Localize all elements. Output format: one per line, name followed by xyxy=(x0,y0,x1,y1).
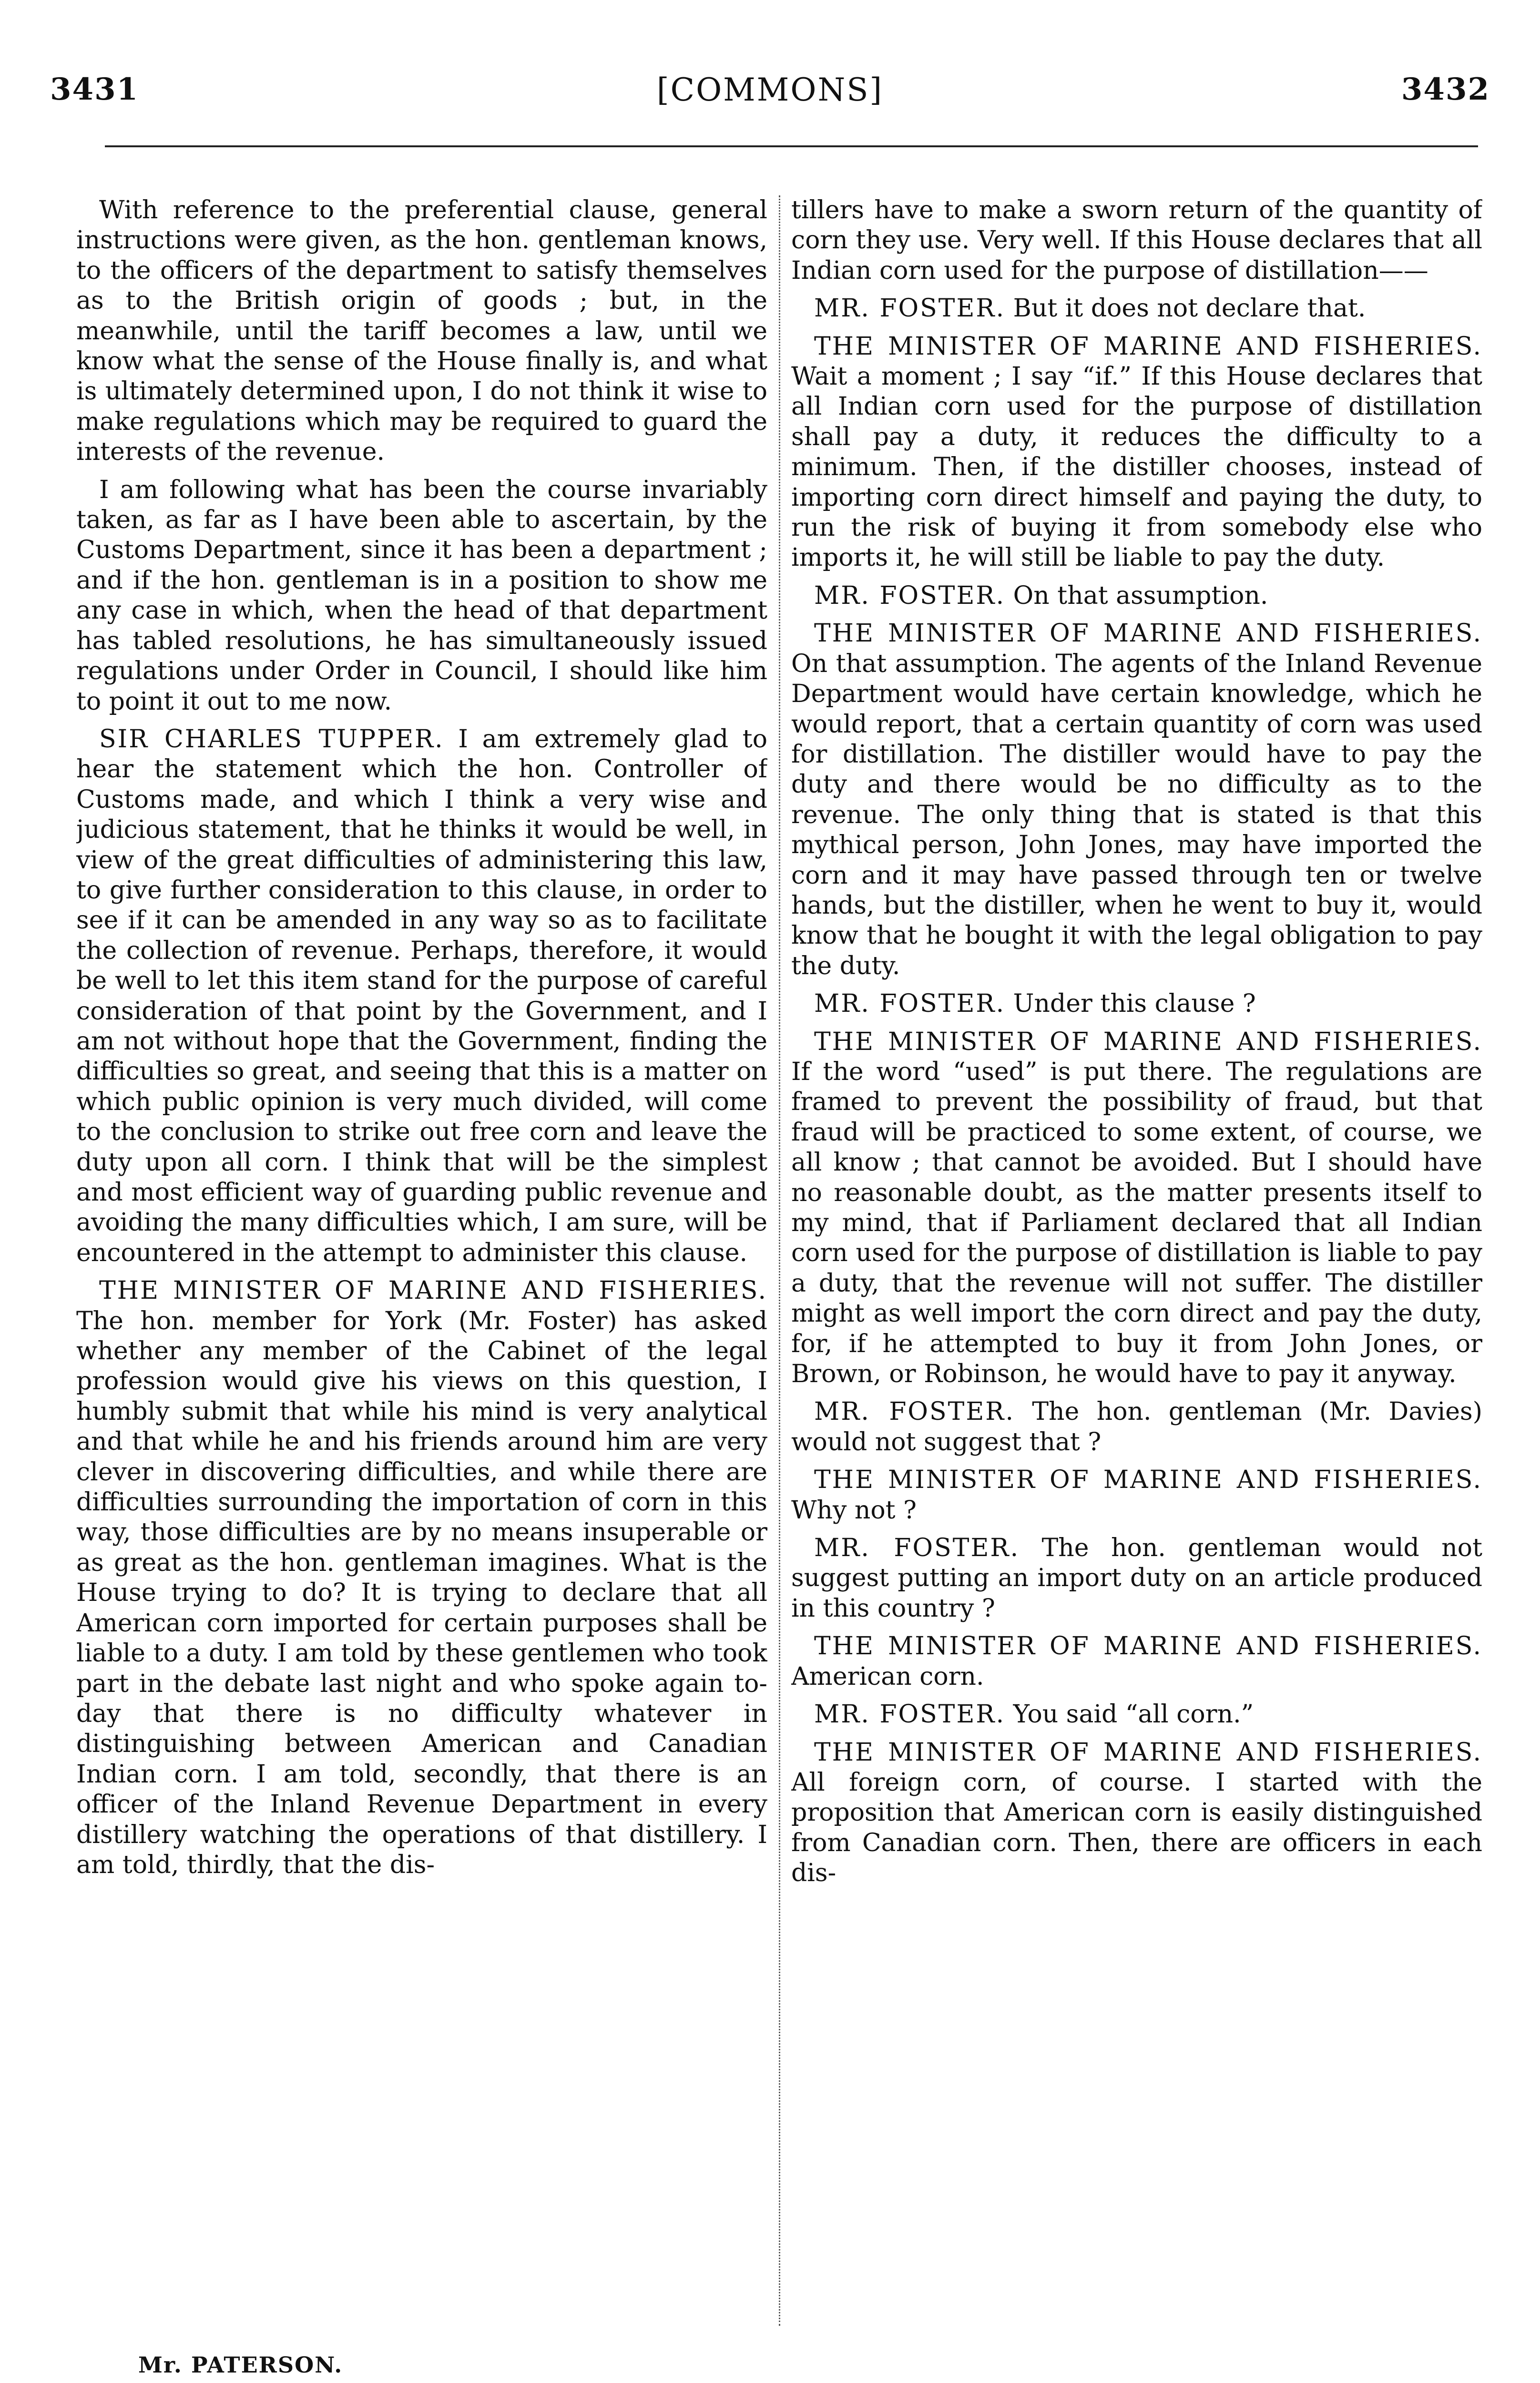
speaker-name: THE MINISTER OF MARINE AND FISHERIES. xyxy=(814,1027,1482,1056)
paragraph-text: You said “all corn.” xyxy=(1013,1700,1254,1729)
speaker-name: THE MINISTER OF MARINE AND FISHERIES. xyxy=(99,1276,767,1305)
paragraph-text: On that assumption. xyxy=(1013,581,1268,610)
paragraph-text: tillers have to make a sworn return of the quantity of corn they use. Very well. If this House declares that all Indian corn used for the purpose of distillation—— xyxy=(791,196,1482,285)
page-number-left: 3431 xyxy=(50,71,139,107)
right-column xyxy=(791,195,1482,2326)
speaker-name: MR. FOSTER. xyxy=(814,1397,1015,1426)
speaker-name: MR. FOSTER. xyxy=(814,989,1006,1018)
paragraph xyxy=(791,1465,1482,1526)
speaker-name: MR. FOSTER. xyxy=(814,294,1006,323)
paragraph-text: I am extremely glad to hear the statement which the hon. Controller of Customs made, and which I think a very wise and judicious statement, that he thinks it would be well, in view of the great difficulties of administering this law, to give further consideration to this clause, in order to see if it can be amended in any way so as to facilitate the collection of revenue. Perhaps, therefore, it would be well to let this item stand for the purpose of careful consideration of that point by the Government, and I am not without hope that the Government, finding the difficulties so great, and seeing that this is a matter on which public opinion is very much divided, will come to the conclusion to strike out free corn and leave the duty upon all corn. I think that will be the simplest and most efficient way of guarding public revenue and avoiding the many difficulties which, I am sure, will be encountered in the attempt to administer this clause. xyxy=(76,724,767,1267)
paragraph-text: I am following what has been the course invariably taken, as far as I have been able to ascertain, by the Customs Department, since it has been a department ; and if the hon. gentleman is in a position to show me any case in which, when the head of that department has tabled resolutions, he has simultaneously issued regulations under Order in Council, I should like him to point it out to me now. xyxy=(76,475,767,716)
paragraph xyxy=(791,1738,1482,1889)
header-rule xyxy=(105,145,1478,147)
paragraph xyxy=(791,1700,1482,1730)
speaker-name: THE MINISTER OF MARINE AND FISHERIES. xyxy=(814,619,1482,648)
paragraph-text: The hon. member for York (Mr. Foster) has asked whether any member of the Cabinet of the legal profession would give his views on this question, I humbly submit that while his mind is very analytical and that while he and his friends around him are very clever in discovering difficulties, and while there are difficulties surrounding the importation of corn in this way, those difficulties are by no means insuperable or as great as the hon. gentleman imagines. What is the House trying to do? It is trying to declare that all American corn imported for certain purposes shall be liable to a duty. I am told by these gentlemen who took part in the debate last night and who spoke again to-day that there is no difficulty whatever in distinguishing between American and Canadian Indian corn. I am told, secondly, that there is an officer of the Inland Revenue Department in every distillery watching the operations of that distillery. I am told, thirdly, that the dis- xyxy=(76,1306,767,1879)
paragraph xyxy=(791,332,1482,573)
left-column xyxy=(76,195,767,2326)
paragraph xyxy=(791,195,1482,286)
paragraph xyxy=(76,195,767,468)
speaker-name: MR. FOSTER. xyxy=(814,581,1006,610)
paragraph xyxy=(76,724,767,1268)
paragraph-text: All foreign corn, of course. I started with the proposition that American corn is easily distinguished from Canadian corn. Then, there are officers in each dis- xyxy=(791,1768,1482,1888)
paragraph-text: Under this clause ? xyxy=(1013,989,1256,1018)
paragraph-text: If the word “used” is put there. The regulations are framed to prevent the possibility of fraud, but that fraud will be practiced to some extent, of course, we all know ; that cannot be avoided. But I should have no reasonable doubt, as the matter presents itself to my mind, that if Parliament declared that all Indian corn used for the purpose of distillation is liable to pay a duty, that the revenue will not suffer. The distiller might as well import the corn direct and pay the duty, for, if he attempted to buy it from John Jones, or Brown, or Robinson, he would have to pay it anyway. xyxy=(791,1057,1482,1389)
speaker-name: THE MINISTER OF MARINE AND FISHERIES. xyxy=(814,332,1482,361)
page-number-right: 3432 xyxy=(1401,71,1490,107)
paragraph xyxy=(76,475,767,717)
paragraph xyxy=(791,989,1482,1019)
paragraph xyxy=(791,1533,1482,1624)
paragraph-text: But it does not declare that. xyxy=(1013,294,1366,323)
text-columns xyxy=(76,195,1482,2326)
speaker-name: SIR CHARLES TUPPER. xyxy=(99,724,444,754)
running-title: [COMMONS] xyxy=(656,71,884,108)
paragraph xyxy=(791,581,1482,611)
paragraph-text: With reference to the preferential clause, general instructions were given, as the hon. gentleman knows, to the officers of the department to satisfy themselves as to the British origin of goods ; but, in the meanwhile, until the tariff becomes a law, until we know what the sense of the House finally is, and what is ultimately determined upon, I do not think it wise to make regulations which may be required to guard the interests of the revenue. xyxy=(76,196,767,467)
speaker-name: MR. FOSTER. xyxy=(814,1700,1006,1729)
paragraph-text: Wait a moment ; I say “if.” If this House declares that all Indian corn used for the purpose of distillation shall pay a duty, it reduces the difficulty to a minimum. Then, if the distiller chooses, instead of importing corn direct himself and paying the duty, to run the risk of buying it from somebody else who imports it, he will still be liable to pay the duty. xyxy=(791,362,1482,572)
paragraph xyxy=(791,619,1482,981)
speaker-name: THE MINISTER OF MARINE AND FISHERIES. xyxy=(814,1738,1482,1767)
paragraph xyxy=(791,1027,1482,1390)
speaker-name: THE MINISTER OF MARINE AND FISHERIES. xyxy=(814,1632,1482,1661)
paragraph-text: American corn. xyxy=(791,1662,984,1691)
paragraph xyxy=(791,1631,1482,1692)
speaker-name: MR. FOSTER. xyxy=(814,1534,1020,1563)
paragraph-text: The hon. gentleman (Mr. Davies) would not suggest that ? xyxy=(791,1397,1482,1456)
paragraph xyxy=(76,1276,767,1880)
speaker-name: THE MINISTER OF MARINE AND FISHERIES. xyxy=(814,1466,1482,1495)
paragraph xyxy=(791,294,1482,324)
column-divider xyxy=(779,195,780,2326)
paragraph-text: The hon. gentleman would not suggest putting an import duty on an article produced in this country ? xyxy=(791,1534,1482,1623)
paragraph-text: On that assumption. The agents of the Inland Revenue Department would have certain knowledge, which he would report, that a certain quantity of corn was used for distillation. The distiller would have to pay the duty and there would be no difficulty as to the revenue. The only thing that is stated is that this mythical person, John Jones, may have imported the corn and it may have passed through ten or twelve hands, but the distiller, when he went to buy it, would know that he bought it with the legal obligation to pay the duty. xyxy=(791,649,1482,980)
paragraph-text: Why not ? xyxy=(791,1496,917,1525)
paragraph xyxy=(791,1397,1482,1457)
page-header xyxy=(50,71,1490,133)
footer-note: Mr. PATERSON. xyxy=(138,2352,343,2378)
